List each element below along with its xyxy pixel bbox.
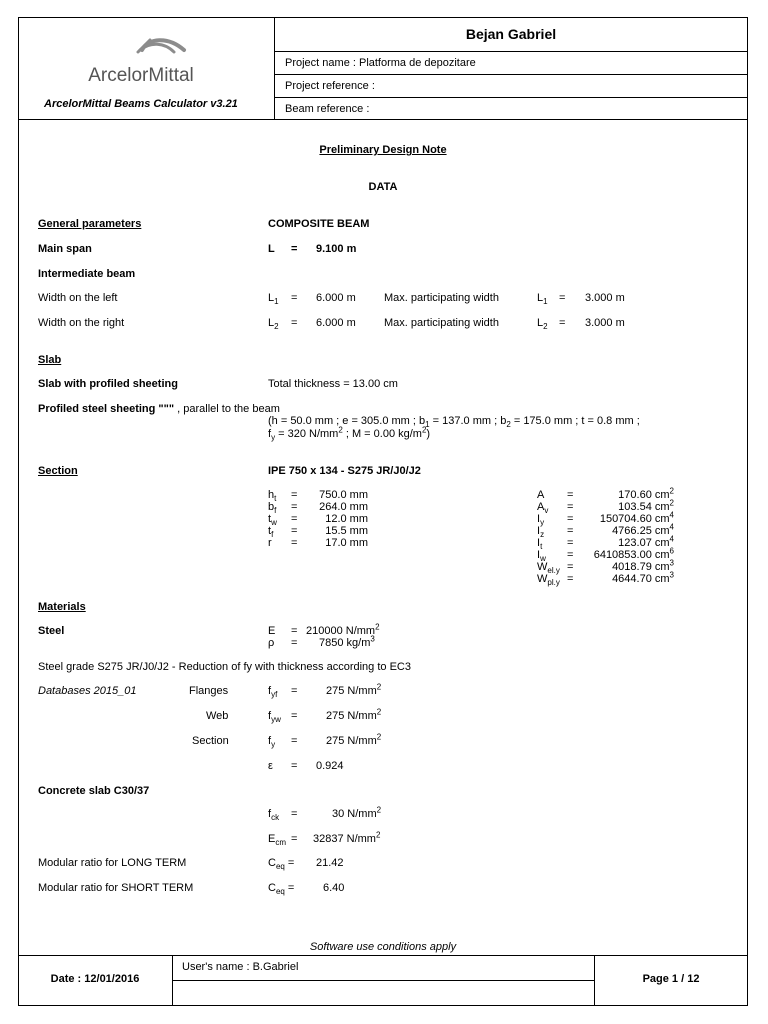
dim-symbol: $t_w$: [268, 513, 277, 528]
sheeting-sub: y: [271, 433, 276, 443]
intermediate-beam-label: Intermediate beam: [38, 268, 136, 280]
fyf-value: 275 $N/mm^2$: [326, 682, 382, 697]
sheeting-text: = 137.0 mm ; b: [429, 415, 507, 427]
dim-value: 15.5 mm: [325, 525, 368, 537]
eq-sign: =: [559, 292, 566, 304]
prop-value: 123.07 $cm^4$: [618, 534, 674, 549]
max-left-sym: L: [537, 292, 544, 304]
materials-heading: Materials: [38, 601, 86, 613]
sheeting-sub: 1: [425, 420, 430, 430]
sheeting-text: ): [426, 428, 431, 440]
prop-symbol: $I_y$: [537, 513, 545, 528]
section-material-label: Section: [192, 735, 229, 747]
max-left-symbol: [537, 292, 548, 305]
project-reference: Project reference :: [285, 80, 375, 92]
web-label: Web: [206, 710, 229, 722]
width-right-symbol: [268, 317, 279, 330]
ecm-symbol: $E_{cm}$: [268, 833, 287, 848]
footer-top-rule: [18, 955, 748, 956]
eq-sign: =: [567, 513, 574, 525]
eq-sign: =: [291, 710, 298, 722]
width-left-label: Width on the left: [38, 292, 118, 304]
prop-symbol: $I_z$: [537, 525, 545, 540]
fy-symbol: $f_y$: [268, 735, 276, 750]
footer-date: Date : 12/01/2016: [50, 973, 140, 985]
fyw-val: 275 N/mm: [326, 710, 377, 722]
max-right-sym: L: [537, 317, 544, 329]
epsilon-value: 0.924: [316, 760, 344, 772]
footer-mid-rule: [172, 980, 594, 981]
max-left-sub: 1: [543, 297, 548, 307]
width-left-sym: L: [268, 292, 275, 304]
short-term-value: 6.40: [323, 882, 345, 894]
fyf-val: 275 N/mm: [326, 685, 377, 697]
eq-sign: =: [291, 489, 298, 501]
prop-symbol: $I_t$: [537, 537, 543, 552]
sheeting-text: f: [268, 428, 272, 440]
eq-sign: =: [291, 760, 298, 772]
fyf-symbol: $f_{yf}$: [268, 685, 278, 700]
fyw-value: 275 $N/mm^2$: [326, 707, 382, 722]
eq-sign: =: [567, 573, 574, 585]
prop-value: 6410853.00 $cm^6$: [593, 546, 674, 561]
width-right-value: 6.000 m: [316, 317, 356, 329]
ceq-short-symbol: $C_{eq}$ =: [268, 882, 295, 897]
concrete-slab-label: Concrete slab C30/37: [38, 785, 150, 797]
flanges-label: Flanges: [189, 685, 229, 697]
fy-val: 275 N/mm: [326, 735, 377, 747]
prop-symbol: A: [537, 489, 545, 501]
slab-heading: Slab: [38, 354, 62, 366]
prop-value: 4766.25 $cm^4$: [612, 522, 674, 537]
eq-sign: =: [567, 537, 574, 549]
footer-user: User's name : B.Gabriel: [182, 961, 299, 973]
eq-sign: =: [291, 292, 298, 304]
svg-text:ArcelorMittal: ArcelorMittal: [88, 65, 194, 86]
dim-symbol: r: [268, 537, 272, 549]
beam-type: COMPOSITE BEAM: [268, 218, 370, 230]
prop-value: 4644.70 $cm^3$: [612, 570, 674, 585]
arcelormittal-logo: [78, 36, 204, 88]
sheeting-orientation: , parallel to the beam: [177, 403, 280, 415]
eq-sign: =: [291, 513, 298, 525]
max-participating-label: Max. participating width: [384, 317, 499, 329]
sheeting-label-line: [38, 403, 280, 416]
main-span-label: Main span: [38, 243, 92, 255]
sheeting-sup: 2: [421, 425, 427, 435]
footer-page: Page 1 / 12: [642, 973, 700, 985]
eq-sign: =: [291, 735, 298, 747]
steel-label: Steel: [38, 625, 65, 637]
max-right-sub: 2: [543, 322, 548, 332]
prop-value: 103.54 $cm^2$: [618, 498, 674, 513]
sheeting-text: = 320 N/mm: [275, 428, 339, 440]
eq-sign: =: [291, 833, 298, 845]
sheeting-text: ; M = 0.00 kg/m: [342, 428, 422, 440]
software-name: ArcelorMittal Beams Calculator v3.21: [44, 98, 238, 110]
software-conditions: Software use conditions apply: [309, 941, 457, 953]
eq-sign: =: [567, 561, 574, 573]
fyw-symbol: $f_{yw}$: [268, 710, 281, 725]
project-name: Project name : Platforma de depozitare: [285, 57, 476, 69]
prop-symbol: $A_v$: [537, 501, 549, 516]
section-heading: Section: [38, 465, 78, 477]
ecm-value: 32837 $N/mm^2$: [313, 830, 381, 845]
dim-value: 264.0 mm: [319, 501, 368, 513]
sheeting-dims-line2: [268, 425, 431, 443]
slab-profiled-label: Slab with profiled sheeting: [38, 378, 178, 390]
eq-sign: =: [559, 317, 566, 329]
fck-val: 30 N/mm: [332, 808, 377, 820]
eq-sign: =: [291, 525, 298, 537]
max-participating-label: Max. participating width: [384, 292, 499, 304]
eq-sign: =: [567, 489, 574, 501]
e-sup: 2: [375, 622, 380, 632]
header-rule-3: [274, 97, 748, 98]
eq-sign: =: [567, 549, 574, 561]
steel-grade-note: Steel grade S275 JR/J0/J2 - Reduction of fy with thickness according to EC3: [38, 661, 411, 673]
e-val: 210000 N/mm: [306, 625, 376, 637]
max-left-value: 3.000 m: [585, 292, 625, 304]
dim-value: 17.0 mm: [325, 537, 368, 549]
eq-sign: =: [567, 501, 574, 513]
eq-sign: =: [567, 525, 574, 537]
header-bottom-rule: [18, 119, 748, 120]
beam-reference: Beam reference :: [285, 103, 370, 115]
prop-symbol: $I_w$: [537, 549, 546, 564]
width-left-value: 6.000 m: [316, 292, 356, 304]
eq-sign: =: [291, 317, 298, 329]
ceq-long-symbol: $C_{eq}$ =: [268, 857, 295, 872]
prop-value: 150704.60 $cm^4$: [599, 510, 674, 525]
sheeting-text: = 175.0 mm ; t = 0.8 mm ;: [510, 415, 640, 427]
fck-symbol: $f_{ck}$: [268, 808, 280, 823]
databases-label: Databases 2015_01: [38, 685, 137, 697]
max-right-value: 3.000 m: [585, 317, 625, 329]
author-name: Bejan Gabriel: [465, 26, 557, 42]
prop-value: 170.60 $cm^2$: [618, 486, 674, 501]
long-term-value: 21.42: [316, 857, 344, 869]
eq-sign: =: [291, 637, 298, 649]
total-thickness: Total thickness = 13.00 cm: [268, 378, 398, 390]
prop-symbol: $W_{el.y}$: [537, 561, 560, 576]
main-span-symbol: L: [268, 243, 275, 255]
sheeting-sup: 2: [338, 425, 343, 435]
prop-symbol: $W_{pl.y}$: [537, 573, 560, 588]
eq-sign: =: [291, 537, 298, 549]
section-profile: IPE 750 x 134 - S275 JR/J0/J2: [268, 465, 421, 477]
data-heading: DATA: [368, 181, 398, 193]
rho-value: [319, 634, 375, 650]
rho-sup: 3: [370, 634, 375, 644]
width-left-symbol: [268, 292, 279, 305]
dim-value: 12.0 mm: [325, 513, 368, 525]
short-term-label: Modular ratio for SHORT TERM: [38, 882, 194, 894]
ecm-val: 32837 N/mm: [313, 833, 376, 845]
width-right-sym: L: [268, 317, 275, 329]
long-term-label: Modular ratio for LONG TERM: [38, 857, 187, 869]
e-symbol: E: [268, 625, 276, 637]
eq-sign: =: [291, 625, 298, 637]
eq-sign: =: [291, 685, 298, 697]
sheeting-dims-line1: [268, 415, 640, 428]
rho-symbol: ρ: [268, 637, 275, 649]
general-parameters-heading: General parameters: [38, 218, 142, 230]
main-span-value: 9.100 m: [316, 243, 357, 255]
epsilon-symbol: ε: [268, 760, 273, 772]
sheeting-sub: 2: [506, 420, 511, 430]
dim-value: 750.0 mm: [319, 489, 368, 501]
fy-value: 275 $N/mm^2$: [326, 732, 382, 747]
dim-symbol: $h_t$: [268, 489, 277, 504]
rho-val: 7850 kg/m: [319, 637, 371, 649]
sheeting-text: (h = 50.0 mm ; e = 305.0 mm ; b: [268, 415, 426, 427]
header-rule-1: [274, 51, 748, 52]
dim-symbol: $b_f$: [268, 501, 277, 516]
width-left-sub: 1: [274, 297, 279, 307]
width-right-label: Width on the right: [38, 317, 125, 329]
eq-sign: =: [291, 808, 298, 820]
fck-value: 30 $N/mm^2$: [332, 805, 382, 820]
width-right-sub: 2: [274, 322, 279, 332]
eq-sign: =: [291, 243, 298, 255]
sheeting-label: Profiled steel sheeting """: [38, 403, 175, 415]
page-title: Preliminary Design Note: [319, 144, 447, 156]
eq-sign: =: [291, 501, 298, 513]
dim-symbol: $t_f$: [268, 525, 274, 540]
prop-value: 4018.79 $cm^3$: [612, 558, 674, 573]
header-rule-2: [274, 74, 748, 75]
max-right-symbol: [537, 317, 548, 330]
